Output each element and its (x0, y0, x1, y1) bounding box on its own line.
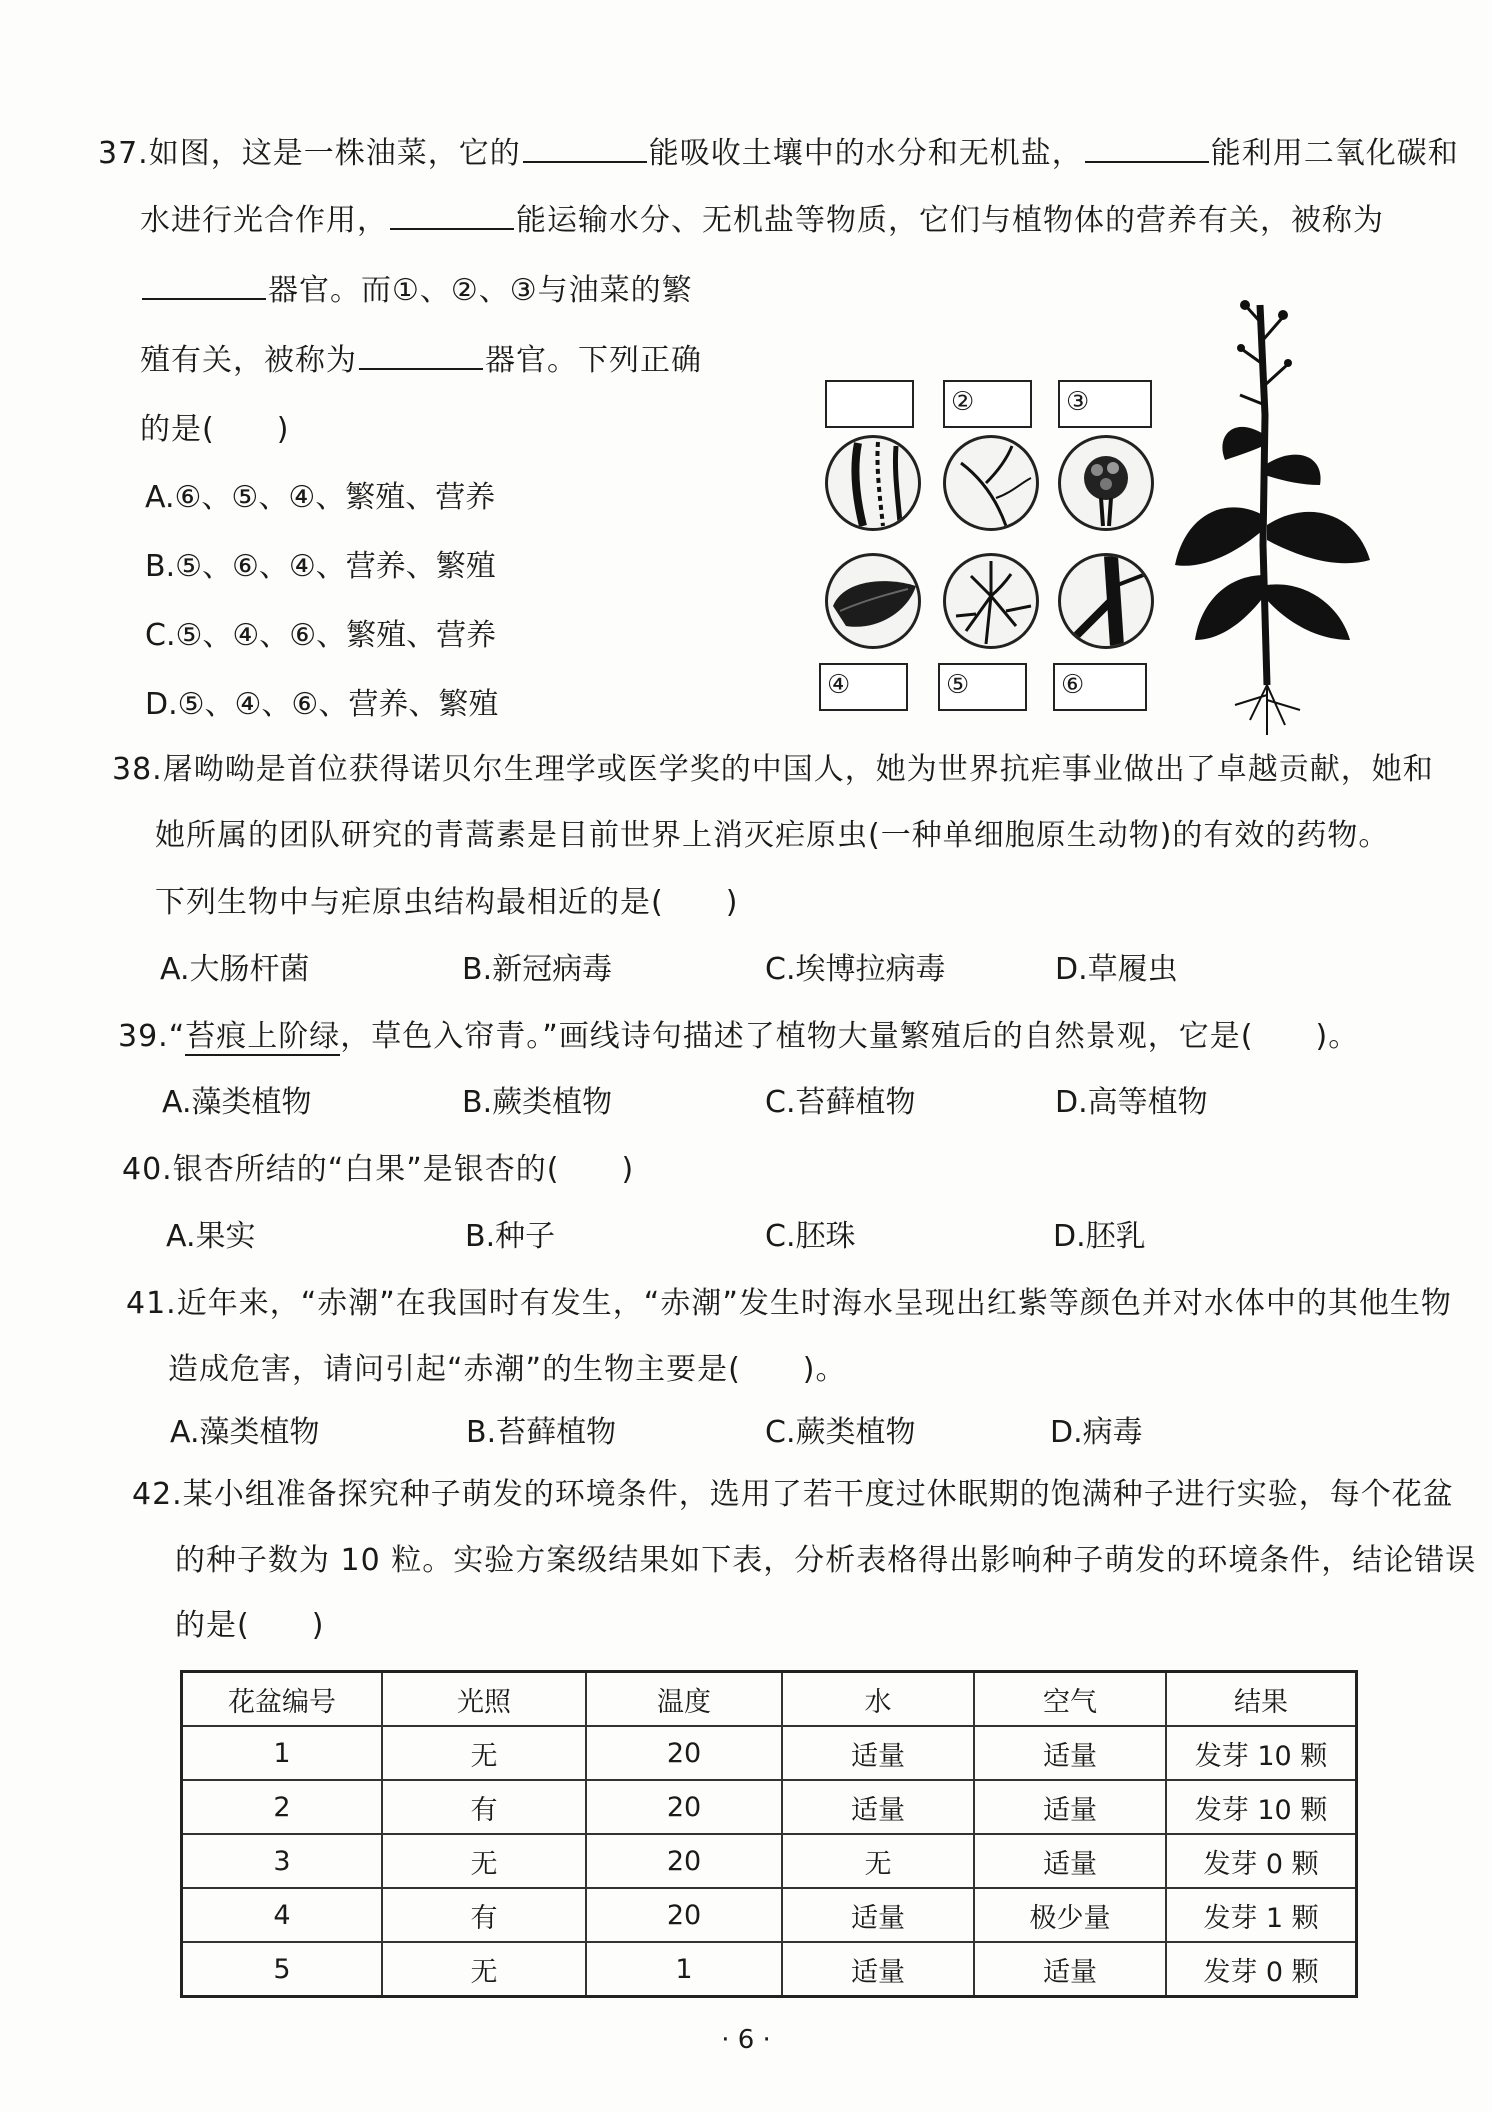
table-header-cell: 温度 (586, 1672, 782, 1727)
table-cell: 发芽 10 颗 (1166, 1726, 1357, 1780)
q37-line-4 (140, 340, 702, 381)
q37-blank-1[interactable] (523, 133, 647, 163)
label-box-2 (943, 380, 1032, 428)
q37-option-c[interactable]: C.⑤、④、⑥、繁殖、营养 (145, 618, 497, 653)
table-cell: 适量 (974, 1834, 1166, 1888)
q39-option-d[interactable]: D.高等植物 (1055, 1085, 1208, 1120)
table-cell: 适量 (974, 1942, 1166, 1997)
q41-line-1: 41.近年来，“赤潮”在我国时有发生，“赤潮”发生时海水呈现出红紫等颜色并对水体中的其他生物 (126, 1286, 1452, 1321)
germination-results-table (180, 1670, 1358, 1998)
label-box-4 (819, 663, 908, 711)
table-cell: 1 (586, 1942, 782, 1997)
q40-line-1: 40.银杏所结的“白果”是银杏的( ) (122, 1152, 635, 1187)
label-2: ② (951, 387, 975, 417)
q39-prefix: 39.“ (118, 1019, 186, 1054)
q42-line-2: 的种子数为 10 粒。实验方案级结果如下表，分析表格得出影响种子萌发的环境条件，结论错误 (175, 1543, 1477, 1578)
table-cell: 适量 (974, 1780, 1166, 1834)
label-6: ⑥ (1061, 670, 1085, 700)
table-header-cell: 光照 (382, 1672, 586, 1727)
table-row (182, 1780, 1357, 1834)
table-cell: 无 (382, 1726, 586, 1780)
q37-text-1b: 能吸收土壤中的水分和无机盐， (648, 136, 1083, 171)
rapeseed-plant-illustration (1155, 295, 1385, 735)
table-cell: 有 (382, 1780, 586, 1834)
q37-line-5: 的是( ) (140, 412, 290, 447)
table-cell: 适量 (782, 1780, 974, 1834)
table-cell: 20 (586, 1780, 782, 1834)
flower-icon (1061, 438, 1151, 528)
page-number: · 6 · (721, 2025, 771, 2055)
q38-line-1: 38.屠呦呦是首位获得诺贝尔生理学或医学奖的中国人，她为世界抗疟事业做出了卓越贡献，她和 (112, 752, 1434, 787)
label-box-1 (825, 380, 914, 428)
label-5: ⑤ (946, 670, 970, 700)
table-header-cell: 水 (782, 1672, 974, 1727)
branch-circle (943, 435, 1039, 531)
table-header-cell: 花盆编号 (182, 1672, 383, 1727)
table-cell: 适量 (782, 1942, 974, 1997)
table-cell: 有 (382, 1888, 586, 1942)
q37-blank-5[interactable] (359, 340, 483, 370)
q40-option-d[interactable]: D.胚乳 (1053, 1219, 1146, 1254)
q41-option-d[interactable]: D.病毒 (1050, 1415, 1143, 1450)
stem-section-circle (825, 435, 921, 531)
table-cell: 3 (182, 1834, 383, 1888)
table-cell: 发芽 0 颗 (1166, 1942, 1357, 1997)
q37-option-b[interactable]: B.⑤、⑥、④、营养、繁殖 (145, 549, 496, 584)
label-box-6 (1053, 663, 1147, 711)
stem-section-icon (828, 438, 918, 528)
q39-option-b[interactable]: B.蕨类植物 (462, 1085, 613, 1120)
rapeseed-figure (815, 295, 1385, 735)
q37-option-a[interactable]: A.⑥、⑤、④、繁殖、营养 (145, 480, 496, 515)
q37-text-1c: 能利用二氧化碳和 (1210, 136, 1459, 171)
q37-text-4a: 殖有关，被称为 (140, 343, 357, 378)
q39-underlined-verse: 苔痕上阶绿 (185, 1019, 341, 1054)
q37-blank-2[interactable] (1085, 133, 1209, 163)
table-cell: 无 (382, 1834, 586, 1888)
table-cell: 2 (182, 1780, 383, 1834)
table-header-row (182, 1672, 1357, 1727)
q37-text-4b: 器官。下列正确 (485, 343, 702, 378)
table-cell: 发芽 0 颗 (1166, 1834, 1357, 1888)
table-cell: 5 (182, 1942, 383, 1997)
label-box-3 (1058, 380, 1152, 428)
stem-icon (1061, 556, 1151, 646)
q40-option-a[interactable]: A.果实 (166, 1219, 256, 1254)
q37-option-d[interactable]: D.⑤、④、⑥、营养、繁殖 (145, 687, 499, 722)
q41-option-a[interactable]: A.藻类植物 (170, 1415, 320, 1450)
table-cell: 无 (382, 1942, 586, 1997)
table-cell: 发芽 10 颗 (1166, 1780, 1357, 1834)
stem-circle (1058, 553, 1154, 649)
q37-text-3: 器官。而①、②、③与油菜的繁 (268, 273, 693, 308)
table-cell: 适量 (782, 1726, 974, 1780)
table-cell: 无 (782, 1834, 974, 1888)
root-icon (946, 556, 1036, 646)
leaf-circle (825, 553, 921, 649)
table-cell: 适量 (974, 1726, 1166, 1780)
q37-blank-3[interactable] (390, 200, 514, 230)
table-cell: 极少量 (974, 1888, 1166, 1942)
table-row (182, 1942, 1357, 1997)
table-cell: 4 (182, 1888, 383, 1942)
q42-line-3: 的是( ) (175, 1608, 325, 1643)
leaf-icon (828, 556, 918, 646)
table-row (182, 1726, 1357, 1780)
table-cell: 1 (182, 1726, 383, 1780)
label-3: ③ (1066, 387, 1090, 417)
q37-text-2a: 水进行光合作用， (140, 203, 388, 238)
q38-option-b[interactable]: B.新冠病毒 (462, 952, 613, 987)
table-row (182, 1888, 1357, 1942)
table-header-cell: 空气 (974, 1672, 1166, 1727)
table-cell: 20 (586, 1834, 782, 1888)
flower-circle (1058, 435, 1154, 531)
table-cell: 20 (586, 1888, 782, 1942)
q38-option-a[interactable]: A.大肠杆菌 (160, 952, 310, 987)
table-cell: 发芽 1 颗 (1166, 1888, 1357, 1942)
label-4: ④ (827, 670, 851, 700)
table-row (182, 1834, 1357, 1888)
label-box-5 (938, 663, 1027, 711)
q37-text-1a: 37.如图，这是一株油菜，它的 (98, 136, 521, 171)
q38-line-3: 下列生物中与疟原虫结构最相近的是( ) (155, 885, 739, 920)
q37-line-3 (140, 270, 693, 311)
q39-suffix: ，草色入帘青。”画线诗句描述了植物大量繁殖后的自然景观，它是( )。 (340, 1019, 1360, 1054)
q41-option-c[interactable]: C.蕨类植物 (765, 1415, 916, 1450)
table-cell: 适量 (782, 1888, 974, 1942)
q38-option-d[interactable]: D.草履虫 (1055, 952, 1178, 987)
branch-icon (946, 438, 1036, 528)
q38-option-c[interactable]: C.埃博拉病毒 (765, 952, 946, 987)
q39-line-1 (118, 1017, 1359, 1057)
q41-option-b[interactable]: B.苔藓植物 (466, 1415, 617, 1450)
q37-line-2 (140, 200, 1384, 241)
table-header-cell: 结果 (1166, 1672, 1357, 1727)
q37-blank-4[interactable] (142, 270, 266, 300)
table-cell: 20 (586, 1726, 782, 1780)
q39-option-c[interactable]: C.苔藓植物 (765, 1085, 916, 1120)
q41-line-2: 造成危害，请问引起“赤潮”的生物主要是( )。 (168, 1352, 847, 1387)
q38-line-2: 她所属的团队研究的青蒿素是目前世界上消灭疟原虫(一种单细胞原生动物)的有效的药物。 (155, 818, 1390, 853)
q42-line-1: 42.某小组准备探究种子萌发的环境条件，选用了若干度过休眠期的饱满种子进行实验，每个花盆 (132, 1477, 1454, 1512)
q37-line-1 (98, 133, 1459, 174)
root-circle (943, 553, 1039, 649)
q40-option-b[interactable]: B.种子 (465, 1219, 556, 1254)
q39-option-a[interactable]: A.藻类植物 (162, 1085, 312, 1120)
q40-option-c[interactable]: C.胚珠 (765, 1219, 856, 1254)
q37-text-2b: 能运输水分、无机盐等物质，它们与植物体的营养有关，被称为 (516, 203, 1384, 238)
